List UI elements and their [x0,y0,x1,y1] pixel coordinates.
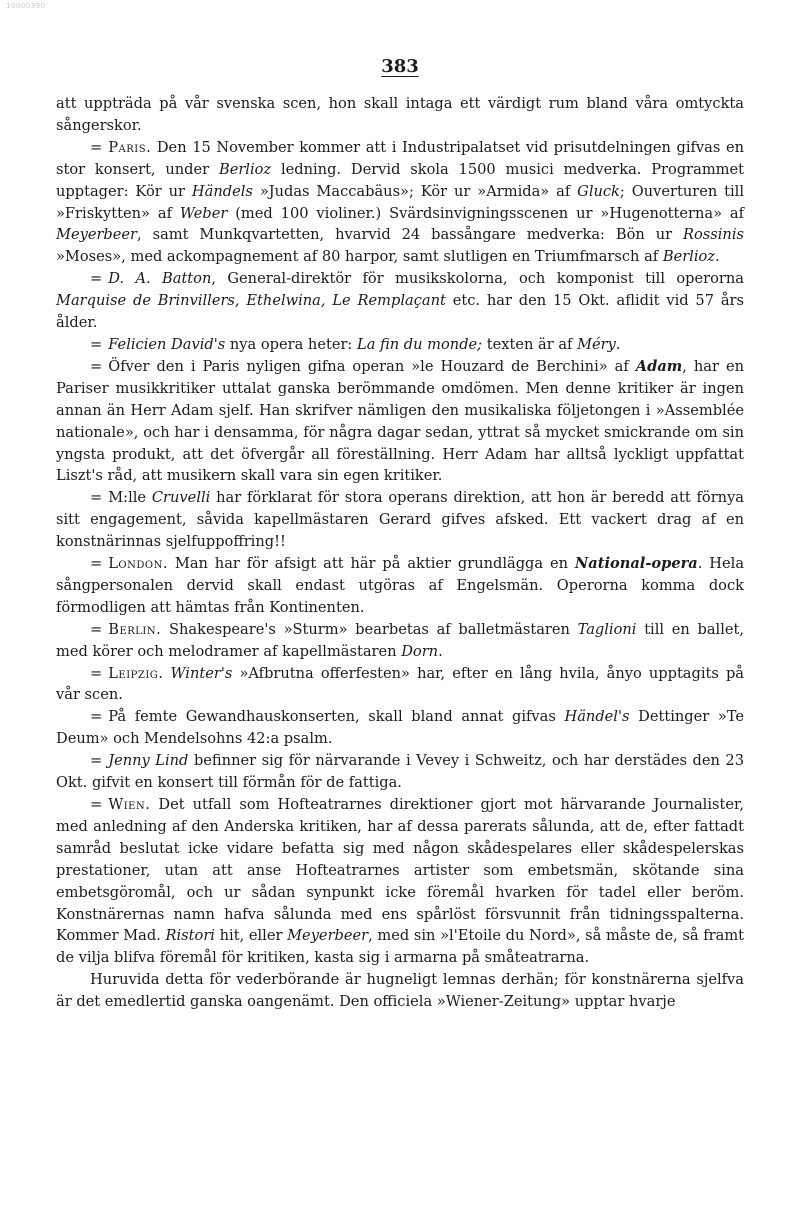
news-item-leipzig-winter [56,663,744,707]
paragraph-text: Huruvida detta för vederbörande är hugneligt lemnas derhän; för konstnärerna sjelfva är det emedlertid ganska oangenämt. Den officiela »Wiener-Zeitung» upptar hvarje [56,971,744,1011]
person-name: Meyerbeer [56,226,138,244]
separator-mark: = [90,335,103,353]
paragraph-text: , har en Pariser musikkritiker uttalat ganska berömmande omdömen. Men denne kritiker är ingen annan än Herr Adam sjelf. Han skrifver nämligen den musikaliska följetongen i »Assemblée nationale», och har i densamma, för några dagar sedan, yttrat så mycket smickrande om sin yngsta produkt, att det öfvergår all föreställning. Herr Adam har alltså lyckligt uppfattat Liszt's råd, att musikern skall vara sin egen kritiker. [56,357,744,485]
person-name: Taglioni [577,620,637,638]
paragraph-text: ledning. Dervid skola 1500 musici medverka. Programmet upptager: Kör ur [56,160,745,200]
paragraph-text: , samt Munkqvartetten, hvarvid 24 bassångare medverka: Bön ur [137,226,673,244]
place-heading: Paris. [108,138,152,156]
library-stamp-number: 10000390 [6,2,46,10]
person-name: Méry [577,335,616,353]
separator-mark: = [90,555,103,573]
paragraph-text: , General-direktör för musikskolorna, och komponist till operorna [211,270,744,288]
news-item-batton-obituary [56,268,744,334]
paragraph-text: till en ballet, med körer och melodramer af kapellmästaren [56,620,745,660]
news-item-cruvelli [56,487,744,553]
person-name: Cruvelli [151,489,211,507]
paragraph-text: »Judas Maccabäus»; Kör ur »Armida» af [259,182,571,200]
person-name: Berlioz [662,248,715,266]
person-name: Winter's [170,664,233,682]
paragraph-text: Öfver den i Paris nyligen gifna operan »le Houzard de Berchini» af [108,357,629,375]
separator-mark: = [90,138,103,156]
paragraph-text: . [438,642,443,660]
place-heading: London. [108,555,168,573]
person-name: Weber [179,204,228,222]
paragraph-text: »Moses», med ackompagnement af 80 harpor, samt slutligen en Triumfmarsch af [56,248,659,266]
paragraph-text: etc. har den 15 Okt. aflidit vid 57 års ålder. [56,292,745,332]
paragraph-text: Den 15 November kommer att i Industripalatset vid prisutdelningen gifvas en stor konsert, under [56,138,744,178]
person-name: Gluck [577,182,620,200]
paragraph-text: , med sin »l'Etoile du Nord», så måste de, så framt de vilja blifva föremål för kritiken, kasta sig i armarna på småteatrarna. [56,927,745,967]
person-name: Jenny Lind [108,752,189,770]
person-name: Adam [635,357,683,375]
separator-mark: = [90,489,103,507]
institution-name: National-opera [574,555,698,573]
news-item-adam-critic [56,356,744,487]
separator-mark: = [90,796,103,813]
separator-mark: = [90,270,103,288]
paragraph-text: att uppträda på vår svenska scen, hon skall intaga ett värdigt rum bland våra omtyckta sångerskor. [56,95,744,134]
person-name: Meyerbeer [287,927,369,945]
paragraph-closing [56,969,744,1013]
person-name: Rossinis [683,226,744,244]
person-name: Dorn [401,642,439,660]
paragraph-text: (med 100 violiner.) Svärdsinvigningsscenen ur »Hugenotterna» af [235,204,745,222]
separator-mark: = [90,620,103,638]
paragraph-text: nya opera heter: [229,335,353,353]
place-heading: Leipzig. [108,664,164,682]
news-item-wien-critics [56,794,744,969]
news-item-paris-concert [56,137,744,268]
news-item-berlin-ballet [56,619,744,663]
paragraph-text: Det utfall som Hofteatrarnes direktioner gjort mot härvarande Journalister, med anledning af den Anderska kritiken, har af dessa parerats sålunda, att de, efter fattadt samråd beslutat icke vidare befatta sig med någon skådespelares eller skådespelerskas prestationer, utan att anse Hofteatrarnes artister som embetsmän, skötande sina embetsgöromål, och ur sådan synpunkt icke föremål hvarken för tadel eller beröm. Konstnärernas namn hafva sålunda med ens spårlöst försvunnit från tidningsspalterna. Kommer Mad. [56,796,745,945]
separator-mark: = [90,664,103,682]
separator-mark: = [90,357,103,375]
paragraph-text: På femte Gewandhauskonserten, skall bland annat gifvas [108,708,556,726]
news-item-london-opera [56,553,744,619]
paragraph-text: Shakespeare's »Sturm» bearbetas af balletmästaren [169,620,570,638]
paragraph-continuation [56,93,744,137]
paragraph-text: . [615,335,621,353]
news-item-david-opera [56,334,744,356]
news-item-gewandhaus [56,706,744,750]
paragraph-text: befinner sig för närvarande i Vevey i Schweitz, och har derstädes den 23 Okt. gifvit en konsert till förmån för de fattiga. [56,752,744,792]
paragraph-text: Man har för afsigt att här på aktier grundlägga en [174,555,569,573]
person-name: Berlioz [218,160,272,178]
person-name: Händel's [564,708,630,726]
separator-mark: = [90,708,103,726]
place-heading: Berlin. [108,620,162,638]
paragraph-text: Dettinger »Te Deum» och Mendelsohns 42:a psalm. [56,708,745,748]
paragraph-text: ; Ouverturen till »Friskytten» af [56,182,745,222]
paragraph-text: . Hela sångpersonalen dervid skall endast utgöras af Engelsmän. Operorna komma dock förmodligen att hämtas från Kontinenten. [56,555,745,616]
paragraph-text: texten är af [486,335,573,353]
paragraph-text: hit, eller [219,927,283,945]
paragraph-text: har förklarat för stora operans direktion, att hon är beredd att förnya sitt engagement, såvida kapellmästaren Gerard gifves afsked. Ett vackert drag af en konstnärinnas sjelfuppoffring!! [56,489,745,551]
book-page [56,56,744,1013]
person-name: Ristori [165,927,215,945]
person-name: Händels [191,182,253,200]
place-heading: Wien. [108,796,151,813]
opera-titles: Marquise de Brinvillers, Ethelwina, Le Remplaçant [56,292,446,310]
paragraph-text: . [715,248,720,266]
paragraph-text: »Afbrutna offerfesten» har, efter en lång hvila, ånyo upptagits på vår scen. [56,664,745,704]
person-name: Felicien David's [108,335,226,353]
page-number: 383 [381,56,419,77]
paragraph-text: M:lle [108,489,147,507]
news-item-jenny-lind [56,750,744,794]
opera-title: La fin du monde; [357,335,483,353]
separator-mark: = [90,752,103,770]
person-name: D. A. Batton [108,270,212,288]
